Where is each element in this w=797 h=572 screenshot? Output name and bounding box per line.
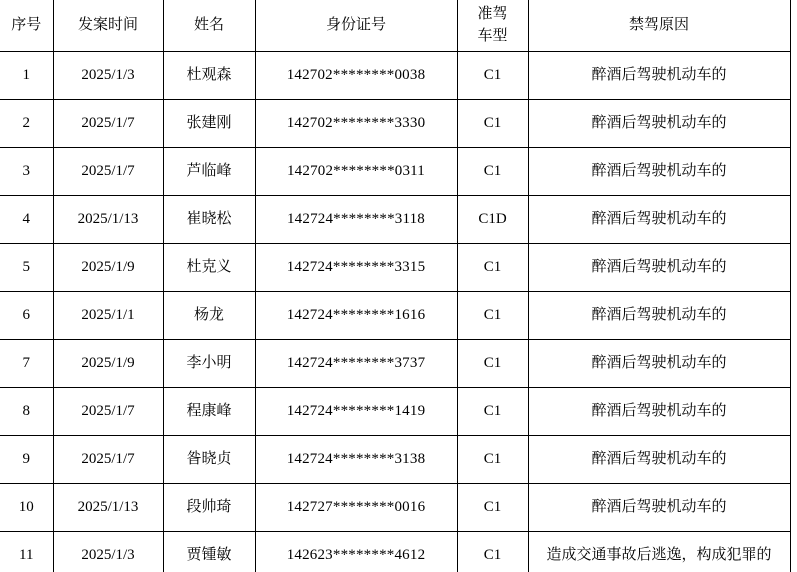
cell-vehicle-class: C1D (457, 196, 528, 244)
header-cell-reason: 禁驾原因 (528, 0, 790, 52)
cell-index: 11 (0, 532, 53, 572)
cell-date: 2025/1/7 (53, 436, 163, 484)
cell-vehicle-class: C1 (457, 244, 528, 292)
cell-id-number: 142702********3330 (255, 100, 457, 148)
cell-id-number: 142623********4612 (255, 532, 457, 572)
cell-name: 杜克义 (163, 244, 255, 292)
cell-reason: 醉酒后驾驶机动车的 (528, 100, 790, 148)
cell-reason: 醉酒后驾驶机动车的 (528, 148, 790, 196)
header-cell-date: 发案时间 (53, 0, 163, 52)
cell-vehicle-class: C1 (457, 436, 528, 484)
cell-date: 2025/1/1 (53, 292, 163, 340)
cell-date: 2025/1/13 (53, 196, 163, 244)
table-row (0, 292, 790, 340)
cell-id-number: 142724********3118 (255, 196, 457, 244)
cell-vehicle-class: C1 (457, 292, 528, 340)
cell-index: 7 (0, 340, 53, 388)
cell-date: 2025/1/3 (53, 52, 163, 100)
table-row (0, 244, 790, 292)
cell-id-number: 142724********1616 (255, 292, 457, 340)
cell-name: 张建刚 (163, 100, 255, 148)
cell-name: 杨龙 (163, 292, 255, 340)
cell-index: 6 (0, 292, 53, 340)
cell-vehicle-class: C1 (457, 484, 528, 532)
cell-id-number: 142727********0016 (255, 484, 457, 532)
header-cell-vehicle (457, 0, 528, 52)
cell-date: 2025/1/13 (53, 484, 163, 532)
table-row (0, 484, 790, 532)
cell-name: 崔晓松 (163, 196, 255, 244)
header-cell-id: 身份证号 (255, 0, 457, 52)
cell-date: 2025/1/7 (53, 388, 163, 436)
cell-id-number: 142702********0311 (255, 148, 457, 196)
cell-reason: 醉酒后驾驶机动车的 (528, 484, 790, 532)
cell-id-number: 142724********3138 (255, 436, 457, 484)
cell-id-number: 142702********0038 (255, 52, 457, 100)
cell-vehicle-class: C1 (457, 52, 528, 100)
cell-vehicle-class: C1 (457, 388, 528, 436)
header-cell-index: 序号 (0, 0, 53, 52)
cell-reason: 醉酒后驾驶机动车的 (528, 292, 790, 340)
cell-reason: 醉酒后驾驶机动车的 (528, 52, 790, 100)
cell-index: 2 (0, 100, 53, 148)
cell-index: 4 (0, 196, 53, 244)
cell-vehicle-class: C1 (457, 148, 528, 196)
cell-id-number: 142724********1419 (255, 388, 457, 436)
cell-index: 10 (0, 484, 53, 532)
cell-id-number: 142724********3737 (255, 340, 457, 388)
table-row (0, 52, 790, 100)
cell-date: 2025/1/3 (53, 532, 163, 572)
cell-index: 8 (0, 388, 53, 436)
cell-name: 杜观森 (163, 52, 255, 100)
cell-index: 1 (0, 52, 53, 100)
header-cell-name: 姓名 (163, 0, 255, 52)
table-row (0, 436, 790, 484)
cell-vehicle-class: C1 (457, 340, 528, 388)
cell-date: 2025/1/7 (53, 100, 163, 148)
cell-date: 2025/1/9 (53, 340, 163, 388)
header-vehicle-label: 准驾车型 (477, 5, 508, 44)
cell-date: 2025/1/9 (53, 244, 163, 292)
table-row (0, 196, 790, 244)
cell-name: 李小明 (163, 340, 255, 388)
cell-index: 5 (0, 244, 53, 292)
table-row (0, 532, 790, 572)
cell-name: 芦临峰 (163, 148, 255, 196)
table-header-row (0, 0, 790, 52)
cell-name: 段帅琦 (163, 484, 255, 532)
cell-date: 2025/1/7 (53, 148, 163, 196)
cell-vehicle-class: C1 (457, 100, 528, 148)
table-row (0, 340, 790, 388)
table-row (0, 388, 790, 436)
cell-name: 贾锺敏 (163, 532, 255, 572)
cell-reason: 醉酒后驾驶机动车的 (528, 196, 790, 244)
cell-index: 3 (0, 148, 53, 196)
cell-index: 9 (0, 436, 53, 484)
cell-reason: 醉酒后驾驶机动车的 (528, 244, 790, 292)
cell-reason: 醉酒后驾驶机动车的 (528, 388, 790, 436)
table-row (0, 100, 790, 148)
cell-reason: 醉酒后驾驶机动车的 (528, 340, 790, 388)
cell-vehicle-class: C1 (457, 532, 528, 572)
cell-reason: 醉酒后驾驶机动车的 (528, 436, 790, 484)
table-row (0, 148, 790, 196)
cell-name: 程康峰 (163, 388, 255, 436)
cell-reason: 造成交通事故后逃逸，构成犯罪的 (528, 532, 790, 572)
cell-id-number: 142724********3315 (255, 244, 457, 292)
cell-name: 昝晓贞 (163, 436, 255, 484)
